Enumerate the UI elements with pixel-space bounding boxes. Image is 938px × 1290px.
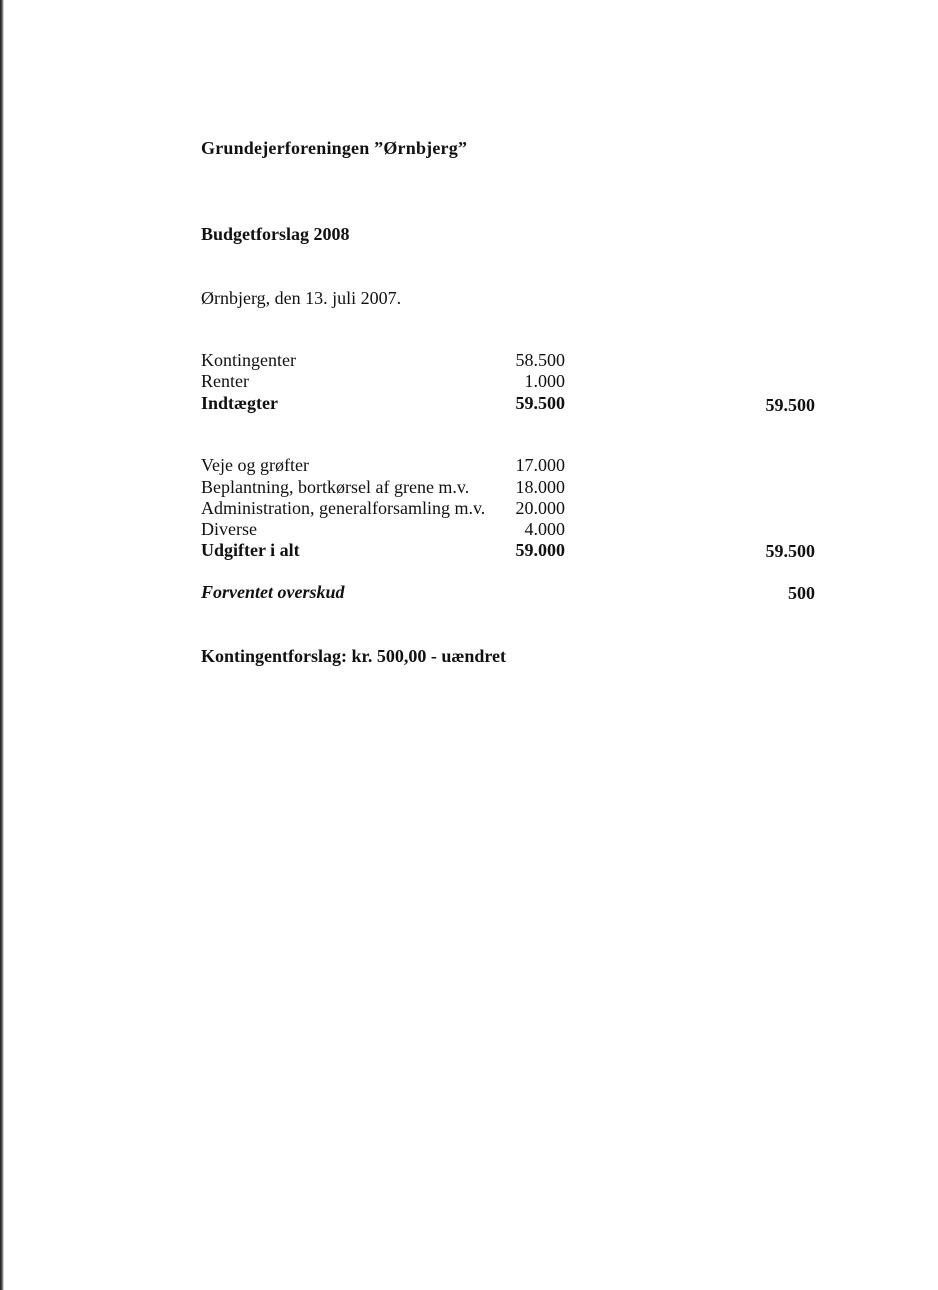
- expense-total-right: 59.500: [765, 541, 815, 561]
- expense-row: [0, 477, 938, 498]
- income-label: Renter: [201, 371, 249, 391]
- expense-row: [0, 519, 938, 540]
- document-subtitle: Budgetforslag 2008: [201, 224, 350, 244]
- expense-total-row: [0, 540, 938, 561]
- expense-label: Veje og grøfter: [201, 455, 309, 475]
- income-amount: 1.000: [524, 371, 565, 391]
- expense-row: [0, 455, 938, 476]
- income-total-amount: 59.500: [515, 393, 565, 413]
- expense-total-amount: 59.000: [515, 540, 565, 560]
- membership-fee-note: Kontingentforslag: kr. 500,00 - uændret: [201, 646, 507, 666]
- income-amount: 58.500: [515, 350, 565, 370]
- expense-label: Administration, generalforsamling m.v.: [201, 498, 486, 518]
- expense-total-label: Udgifter i alt: [201, 540, 300, 560]
- expense-amount: 4.000: [524, 519, 565, 539]
- expense-amount: 18.000: [515, 477, 565, 497]
- document-title: Grundejerforeningen ”Ørnbjerg”: [201, 138, 468, 158]
- expense-amount: 20.000: [515, 498, 565, 518]
- income-total-label: Indtægter: [201, 393, 278, 413]
- income-row: [0, 350, 938, 371]
- surplus-row: [0, 582, 938, 603]
- surplus-label: Forventet overskud: [201, 582, 345, 602]
- income-row: [0, 371, 938, 392]
- income-label: Kontingenter: [201, 350, 296, 370]
- surplus-amount: 500: [788, 583, 815, 603]
- expense-row: [0, 498, 938, 519]
- income-total-row: [0, 393, 938, 414]
- document-dateline: Ørnbjerg, den 13. juli 2007.: [201, 288, 402, 308]
- income-total-right: 59.500: [765, 395, 815, 415]
- expense-amount: 17.000: [515, 455, 565, 475]
- expense-label: Beplantning, bortkørsel af grene m.v.: [201, 477, 470, 497]
- expense-label: Diverse: [201, 519, 257, 539]
